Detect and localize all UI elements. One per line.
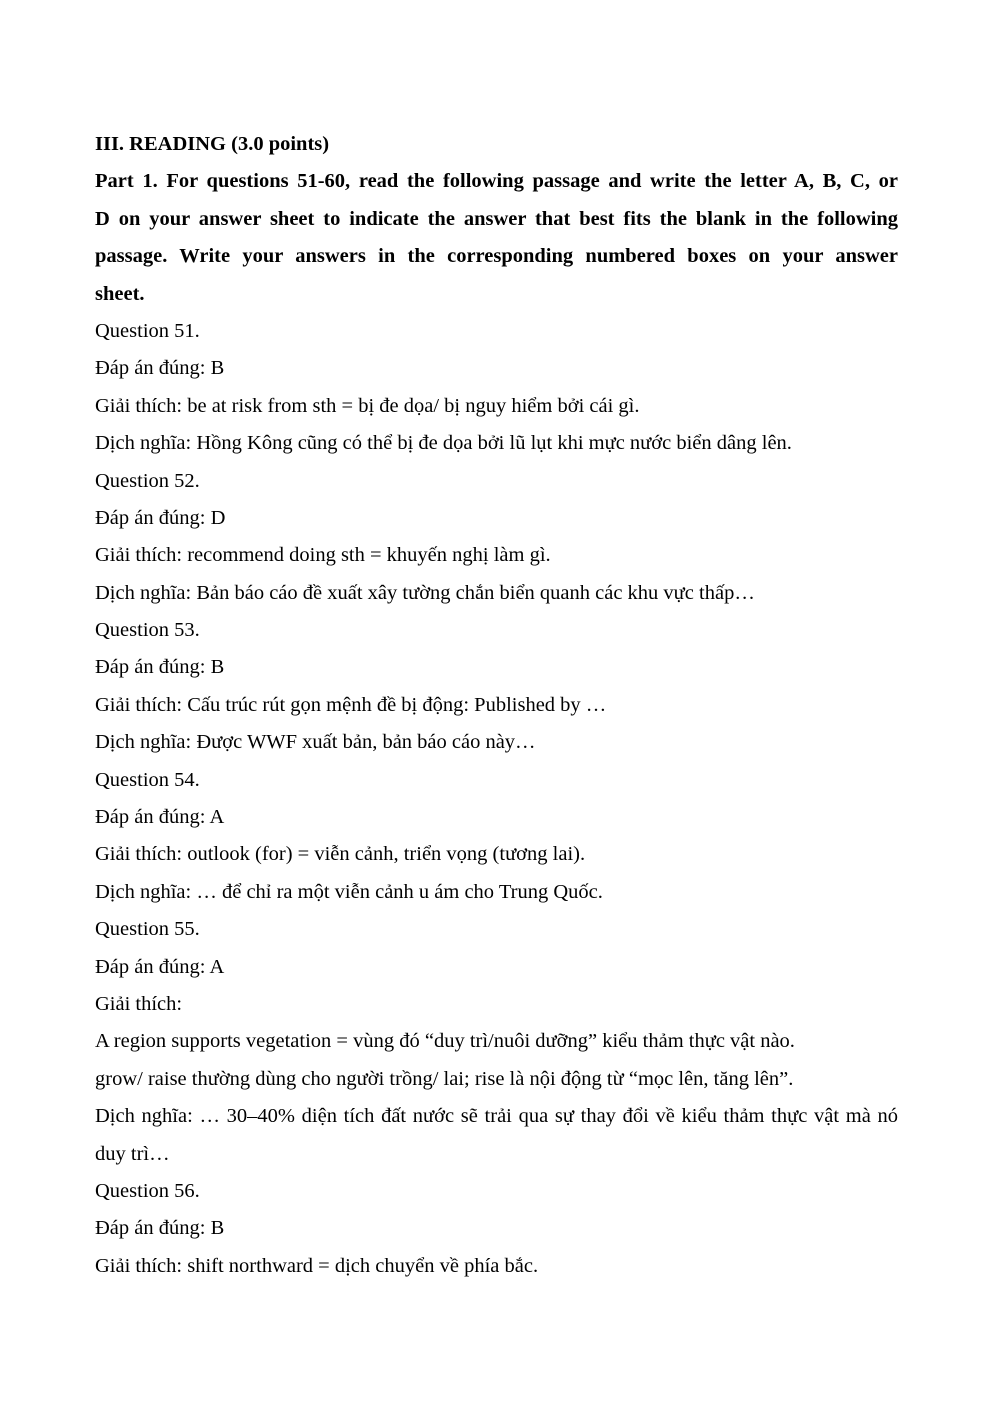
instructions-line-2: D on your answer sheet to indicate the answer that best fits the blank in the following xyxy=(95,207,898,230)
instructions-line-4: sheet. xyxy=(95,282,145,305)
question-translation: Dịch nghĩa: Hồng Kông cũng có thể bị đe dọa bởi lũ lụt khi mực nước biển dâng lên. xyxy=(95,432,792,455)
question-answer: Đáp án đúng: B xyxy=(95,357,225,380)
question-explanation: Giải thích: Cấu trúc rút gọn mệnh đề bị động: Published by … xyxy=(95,693,607,716)
question-answer: Đáp án đúng: B xyxy=(95,656,225,679)
question-translation: Dịch nghĩa: … 30–40% diện tích đất nước sẽ trải qua sự thay đổi về kiểu thảm thực vật mà nó duy trì… xyxy=(95,1105,898,1165)
question-56 xyxy=(95,1173,898,1285)
question-title: Question 53. xyxy=(95,619,200,642)
section-title: III. READING (3.0 points) xyxy=(95,133,330,155)
question-explanation: Giải thích: shift northward = dịch chuyển về phía bắc. xyxy=(95,1254,539,1277)
question-title: Question 52. xyxy=(95,469,200,492)
question-explanation-line-3: grow/ raise thường dùng cho người trồng/ lai; rise là nội động từ “mọc lên, tăng lên”. xyxy=(95,1067,794,1090)
question-title: Question 54. xyxy=(95,768,200,791)
question-translation: Dịch nghĩa: Bản báo cáo đề xuất xây tường chắn biển quanh các khu vực thấp… xyxy=(95,581,755,604)
question-translation: Dịch nghĩa: … để chỉ ra một viễn cảnh u ám cho Trung Quốc. xyxy=(95,880,603,903)
question-translation: Dịch nghĩa: Được WWF xuất bản, bản báo cáo này… xyxy=(95,731,536,754)
question-answer: Đáp án đúng: D xyxy=(95,506,226,529)
instructions-line-1: Part 1. For questions 51-60, read the following passage and write the letter A, B, C, or xyxy=(95,170,898,193)
question-54 xyxy=(95,762,898,912)
question-53 xyxy=(95,612,898,762)
question-52 xyxy=(95,463,898,613)
question-answer: Đáp án đúng: A xyxy=(95,955,225,978)
question-55 xyxy=(95,911,898,1173)
document-page xyxy=(95,126,898,1285)
instructions-line-3: passage. Write your answers in the corresponding numbered boxes on your answer xyxy=(95,245,898,268)
question-51 xyxy=(95,313,898,463)
question-explanation: Giải thích: outlook (for) = viễn cảnh, triển vọng (tương lai). xyxy=(95,843,586,866)
question-title: Question 51. xyxy=(95,319,200,342)
question-answer: Đáp án đúng: B xyxy=(95,1217,225,1240)
question-explanation: Giải thích: recommend doing sth = khuyến nghị làm gì. xyxy=(95,544,551,567)
question-explanation: Giải thích: xyxy=(95,992,183,1015)
question-title: Question 55. xyxy=(95,918,200,941)
question-explanation-line-2: A region supports vegetation = vùng đó “duy trì/nuôi dưỡng” kiểu thảm thực vật nào. xyxy=(95,1030,795,1053)
question-answer: Đáp án đúng: A xyxy=(95,806,225,829)
question-title: Question 56. xyxy=(95,1179,200,1202)
question-explanation: Giải thích: be at risk from sth = bị đe dọa/ bị nguy hiểm bởi cái gì. xyxy=(95,394,640,417)
